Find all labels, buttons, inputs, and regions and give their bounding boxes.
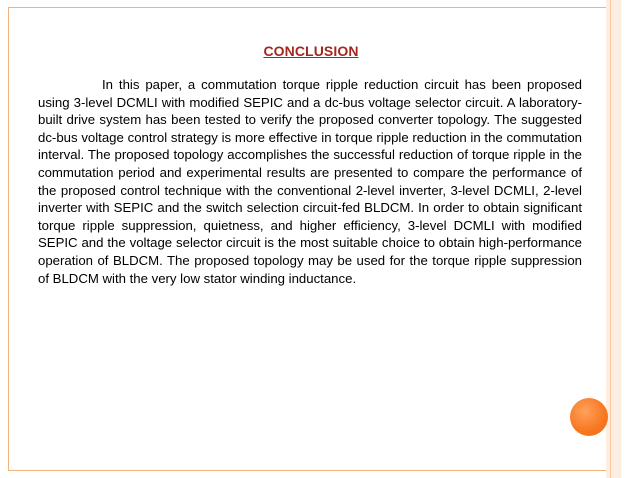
right-decorative-band <box>606 0 621 478</box>
right-band-divider <box>610 0 611 478</box>
conclusion-paragraph: In this paper, a commutation torque ripple reduction circuit has been proposed using 3-level DCMLI with modified SEPIC and a dc-bus voltage selector circuit. A laboratory-built drive system has been tested to verify the proposed converter topology. The suggested dc-bus voltage control strategy is more effective in torque ripple reduction in the commutation interval. The proposed topology accomplishes the successful reduction of torque ripple in the commutation period and experimental results are presented to compare the performance of the proposed control technique with the conventional 2-level inverter, 3-level DCMLI, 2-level inverter with SEPIC and the switch selection circuit-fed BLDCM. In order to obtain significant torque ripple suppression, quietness, and higher efficiency, 3-level DCMLI with modified SEPIC and the voltage selector circuit is the most suitable choice to obtain high-performance operation of BLDCM. The proposed topology may be used for the torque ripple suppression of BLDCM with the very low stator winding inductance. <box>38 77 582 286</box>
orange-circle-decoration <box>570 398 608 436</box>
slide-title: CONCLUSION <box>263 43 359 59</box>
